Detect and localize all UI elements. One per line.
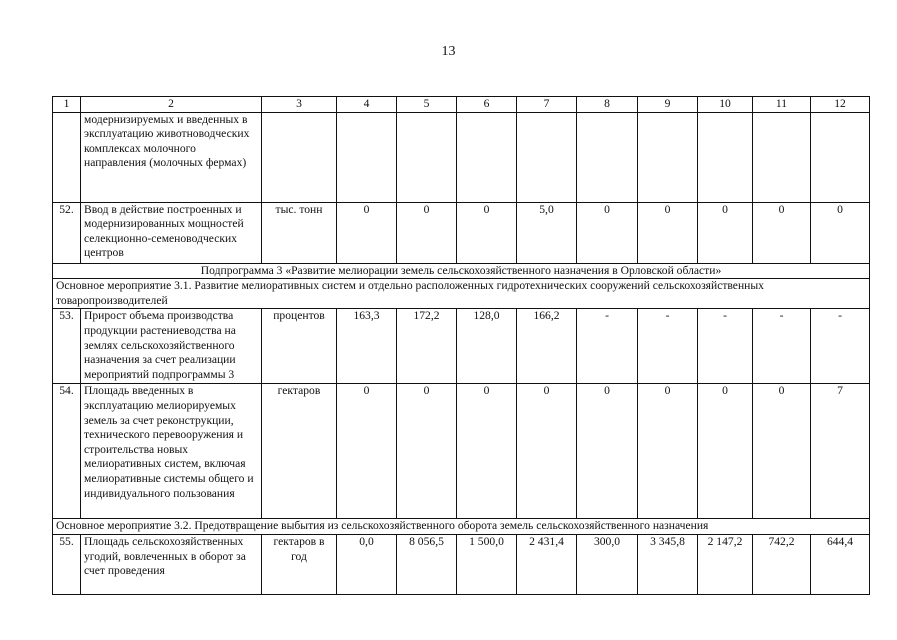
column-header: 9 <box>638 97 698 113</box>
row-number: 52. <box>53 202 81 263</box>
value-cell: 0 <box>517 384 577 519</box>
value-cell: 0 <box>457 202 517 263</box>
column-header: 12 <box>811 97 870 113</box>
indicator-name: Прирост объема производства продукции растениеводства на землях сельскохозяйственного назначения за счет реализации мероприятий подпрограммы 3 <box>81 309 262 384</box>
row-number: 55. <box>53 534 81 594</box>
unit-cell: гектаров <box>262 384 337 519</box>
column-header: 4 <box>337 97 397 113</box>
value-cell: 163,3 <box>337 309 397 384</box>
value-cell <box>698 112 753 202</box>
column-number-row <box>53 97 870 113</box>
value-cell <box>337 112 397 202</box>
measure-row <box>53 279 870 309</box>
table-row <box>53 112 870 202</box>
value-cell: 0 <box>397 384 457 519</box>
column-header: 7 <box>517 97 577 113</box>
value-cell: 0 <box>698 202 753 263</box>
value-cell: 3 345,8 <box>638 534 698 594</box>
indicator-name: Площадь введенных в эксплуатацию мелиорируемых земель за счет реконструкции, технического перевооружения и строительства новых мелиоративных систем, включая мелиоративные системы общего и индивидуального пользования <box>81 384 262 519</box>
value-cell: 2 431,4 <box>517 534 577 594</box>
measure-title: Основное мероприятие 3.1. Развитие мелиоративных систем и отдельно расположенных гидротехнических сооружений сельскохозяйственных товаропроизводителей <box>53 279 870 309</box>
value-cell: 0 <box>337 202 397 263</box>
value-cell: 0 <box>753 384 811 519</box>
table-row <box>53 202 870 263</box>
indicator-name: Ввод в действие построенных и модернизированных мощностей селекционно-семеноводческих центров <box>81 202 262 263</box>
value-cell: 5,0 <box>517 202 577 263</box>
page-number: 13 <box>441 44 456 59</box>
column-header: 3 <box>262 97 337 113</box>
value-cell: 0 <box>397 202 457 263</box>
value-cell: 0,0 <box>337 534 397 594</box>
subprogram-row <box>53 263 870 279</box>
indicators-table <box>52 96 870 595</box>
unit-cell: гектаров в год <box>262 534 337 594</box>
column-header: 6 <box>457 97 517 113</box>
value-cell: 0 <box>753 202 811 263</box>
unit-cell: процентов <box>262 309 337 384</box>
value-cell: 2 147,2 <box>698 534 753 594</box>
unit-cell: тыс. тонн <box>262 202 337 263</box>
row-number <box>53 112 81 202</box>
value-cell: 742,2 <box>753 534 811 594</box>
value-cell <box>577 112 638 202</box>
measure-row <box>53 519 870 535</box>
value-cell: - <box>811 309 870 384</box>
indicator-name: Площадь сельскохозяйственных угодий, вовлеченных в оборот за счет проведения <box>81 534 262 594</box>
subprogram-title: Подпрограмма 3 «Развитие мелиорации земель сельскохозяйственного назначения в Орловской области» <box>53 263 870 279</box>
unit-cell <box>262 112 337 202</box>
value-cell <box>638 112 698 202</box>
value-cell: - <box>698 309 753 384</box>
column-header: 8 <box>577 97 638 113</box>
value-cell: - <box>577 309 638 384</box>
value-cell: 300,0 <box>577 534 638 594</box>
column-header: 11 <box>753 97 811 113</box>
column-header: 2 <box>81 97 262 113</box>
value-cell: 0 <box>337 384 397 519</box>
row-number: 53. <box>53 309 81 384</box>
value-cell: 1 500,0 <box>457 534 517 594</box>
table-row <box>53 309 870 384</box>
table-row <box>53 534 870 594</box>
row-number: 54. <box>53 384 81 519</box>
value-cell: 7 <box>811 384 870 519</box>
value-cell: - <box>638 309 698 384</box>
value-cell: 8 056,5 <box>397 534 457 594</box>
table-row <box>53 384 870 519</box>
value-cell <box>457 112 517 202</box>
value-cell: 0 <box>457 384 517 519</box>
column-header: 10 <box>698 97 753 113</box>
value-cell <box>753 112 811 202</box>
value-cell <box>397 112 457 202</box>
value-cell: 166,2 <box>517 309 577 384</box>
value-cell: 0 <box>698 384 753 519</box>
value-cell: 0 <box>638 202 698 263</box>
value-cell: 0 <box>577 202 638 263</box>
column-header: 1 <box>53 97 81 113</box>
value-cell: 128,0 <box>457 309 517 384</box>
indicator-name: модернизируемых и введенных в эксплуатацию животноводческих комплексах молочного направления (молочных фермах) <box>81 112 262 202</box>
value-cell: 0 <box>577 384 638 519</box>
value-cell: 172,2 <box>397 309 457 384</box>
value-cell <box>517 112 577 202</box>
value-cell: - <box>753 309 811 384</box>
measure-title: Основное мероприятие 3.2. Предотвращение выбытия из сельскохозяйственного оборота земель сельскохозяйственного назначения <box>53 519 870 535</box>
value-cell: 644,4 <box>811 534 870 594</box>
value-cell: 0 <box>638 384 698 519</box>
value-cell <box>811 112 870 202</box>
column-header: 5 <box>397 97 457 113</box>
value-cell: 0 <box>811 202 870 263</box>
